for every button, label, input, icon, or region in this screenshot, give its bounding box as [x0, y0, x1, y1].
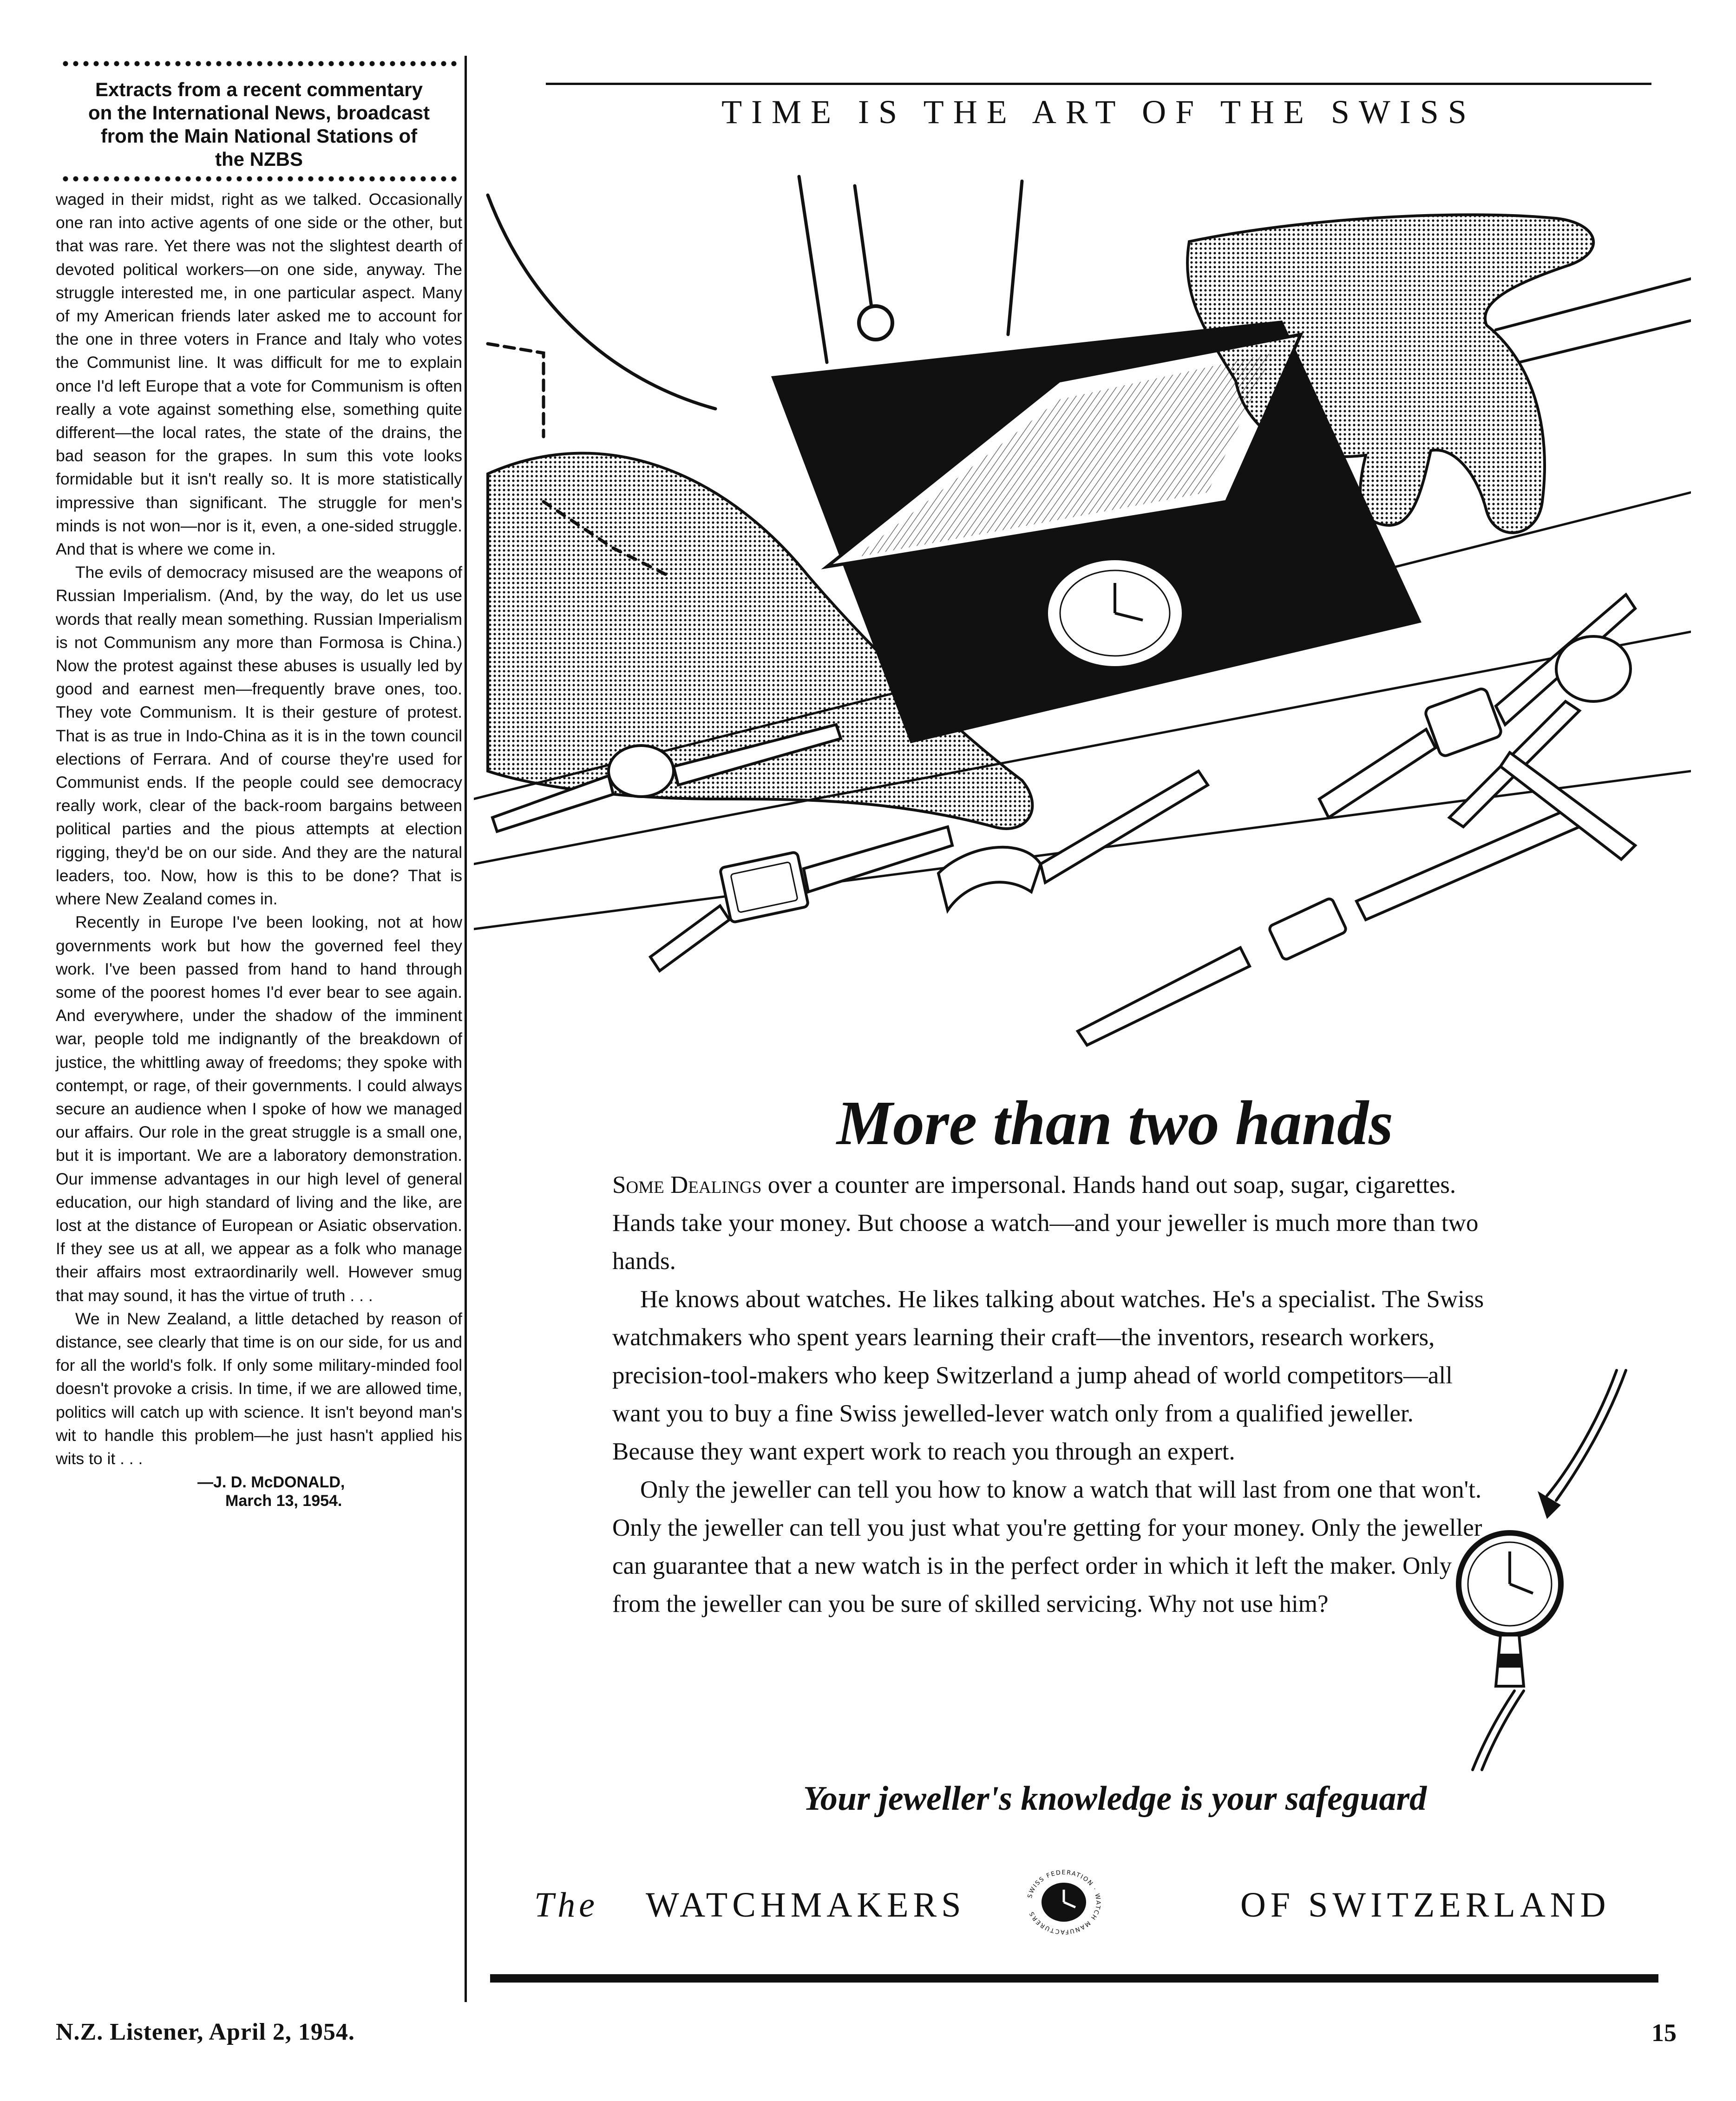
watch-counter-illustration — [474, 167, 1691, 1087]
ad-body-copy — [612, 1166, 1486, 1623]
ad-tagline: Your jeweller's knowledge is your safeguard — [803, 1780, 1427, 1818]
commentary-signoff — [197, 1473, 462, 1510]
commentary-header: Extracts from a recent commentary on the International News, broadcast from the Main National Stations of the NZBS — [88, 79, 430, 170]
signature-of-switzerland: OF SWITZERLAND — [1240, 1885, 1611, 1924]
ad-body-paragraph: He knows about watches. He likes talking about watches. He's a specialist. The Swiss watchmakers who spent years learning their craft—the inventors, research workers, precision-tool-makers who keep Switzerland a jump ahead of world competitors—all want you to buy a fine Swiss jewelled-lever watch only from a qualified jeweller. Because they want expert work to reach you through an expert. — [612, 1286, 1484, 1465]
ad-top-rule — [546, 83, 1651, 85]
signature-watchmakers: WATCHMAKERS — [646, 1885, 966, 1924]
column-divider — [465, 56, 467, 2002]
commentary-paragraph: We in New Zealand, a little detached by reason of distance, see clearly that time is on our side, for us and for all the world's folk. If only some military-minded fool doesn't provoke a crisis. In time, if we are allowed time, politics will catch up with science. It isn't beyond man's wit to handle this problem—he just hasn't applied his wits to it . . . — [56, 1309, 462, 1468]
commentary-date: March 13, 1954. — [225, 1492, 342, 1510]
ad-signature — [534, 1867, 1658, 1937]
swiss-federation-seal-icon — [1017, 1867, 1110, 1937]
ad-title: More than two hands — [837, 1088, 1393, 1158]
author-name: —J. D. McDONALD, — [197, 1473, 345, 1492]
commentary-column — [56, 78, 462, 1510]
ad-headline: TIME IS THE ART OF THE SWISS — [721, 93, 1476, 131]
ad-lead-in: Some Dealings — [612, 1172, 762, 1198]
ad-body-paragraph: Only the jeweller can tell you how to know a watch that will last from one that won't. Only the jeweller can tell you just what you're getting for your money. Only the jeweller can guarantee that a new watch is in the perfect order in which it left the maker. Only from the jeweller can you be sure of skilled servicing. Why not use him? — [612, 1476, 1482, 1617]
ladies-watch-illustration — [1440, 1366, 1635, 1774]
ad-lead-text: over a counter are impersonal. Hands hand out soap, sugar, cigarettes. Hands take your money. But choose a watch—and your jeweller is much more than two hands. — [612, 1172, 1479, 1275]
publication-footer: N.Z. Listener, April 2, 1954. — [56, 2019, 355, 2045]
ad-bottom-rule — [490, 1974, 1658, 1983]
commentary-paragraph: The evils of democracy misused are the weapons of Russian Imperialism. (And, by the way, do let us use words that really mean something. Russian Imperialism is not Communism any more than Formosa is China.) Now the protest against these abuses is usually led by good and earnest men—frequently brave ones, too. They vote Communism. It is their gesture of protest. That is as true in Indo-China as it is in the town council elections of Ferrara. And of course they're used for Communist ends. If the people could see democracy really work, clear of the back-room bargains between political parties and the pious attempts at election rigging, they'd be on our side. And they are the natural leaders, too. Now, how is this to be done? That is where New Zealand comes in. — [56, 563, 462, 909]
ad-body-paragraph — [612, 1166, 1486, 1280]
header-bottom-ornament — [60, 174, 458, 184]
page-number: 15 — [1651, 2019, 1677, 2047]
svg-text:SWISS FEDERATION · WATCH MANUF: SWISS FEDERATION · WATCH MANUFACTURERS — [1026, 1869, 1102, 1936]
commentary-paragraph: waged in their midst, right as we talked. Occasionally one ran into active agents of one side or the other, but that was rare. Yet there was not the slightest dearth of devoted political workers—on one side, anyway. The struggle interested me, in one particular aspect. Many of my American friends later asked me to account for the one in three voters in France and Italy who votes the Communist line. It was difficult for me to explain once I'd left Europe that a vote for Communism is often really a vote against something else, something quite different—the local rates, the state of the drains, the bad season for the grapes. In sum this vote looks formidable but it isn't really so. It is more statistically impressive than significant. The struggle for men's minds is not won—nor is it, even, a one-sided struggle. And that is where we come in. — [56, 190, 462, 559]
header-top-ornament — [60, 59, 458, 69]
commentary-paragraph: Recently in Europe I've been looking, not at how governments work but how the governed feel they work. I've been passed from hand to hand through some of the poorest homes I'd ever bear to see again. And everywhere, under the shadow of the imminent war, people told me indignantly of the breakdown of justice, the whittling away of freedoms; they spoke with contempt, or rage, of their governments. I could always secure an audience when I spoke of how we managed our affairs. Our role in the great struggle is a small one, but it is important. We are a laboratory demonstration. Our immense advantages in our high level of general education, our high standard of living and the like, are lost at the distance of European or Asiatic observation. If they see us at all, we appear as a folk who manage their affairs most extraordinarily well. However smug that may sound, it has the virtue of truth . . . — [56, 913, 462, 1305]
signature-the: The — [534, 1885, 598, 1924]
